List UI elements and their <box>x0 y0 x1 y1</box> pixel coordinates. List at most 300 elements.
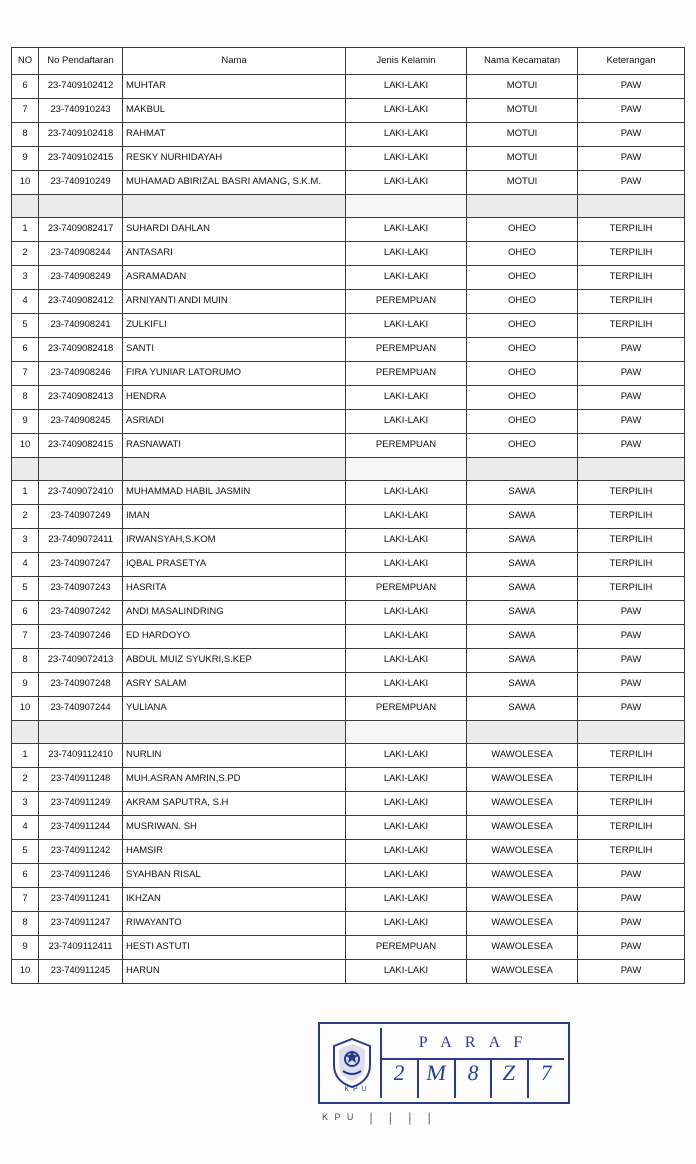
signature-mark: 8 <box>465 1060 481 1085</box>
cell-nama: HASRITA <box>123 577 346 601</box>
cell-jenis-kelamin: LAKI-LAKI <box>346 649 467 673</box>
cell-nama-kecamatan: SAWA <box>467 673 578 697</box>
cell-jenis-kelamin: PEREMPUAN <box>346 936 467 960</box>
table-row <box>12 410 685 434</box>
cell-no-pendaftaran: 23-740907246 <box>39 625 123 649</box>
cell-no: 6 <box>12 864 39 888</box>
cell-no-pendaftaran: 23-740907248 <box>39 673 123 697</box>
cell-nama-kecamatan: MOTUI <box>467 171 578 195</box>
cell-nama-kecamatan: WAWOLESEA <box>467 960 578 984</box>
cell-jenis-kelamin: LAKI-LAKI <box>346 673 467 697</box>
cell-no-pendaftaran: 23-740911245 <box>39 960 123 984</box>
cell-no-pendaftaran: 23-740911249 <box>39 792 123 816</box>
spacer-cell-sex <box>346 721 467 744</box>
cell-nama: RASNAWATI <box>123 434 346 458</box>
cell-keterangan: TERPILIH <box>578 290 685 314</box>
cell-no-pendaftaran: 23-740908244 <box>39 242 123 266</box>
cell-no-pendaftaran: 23-7409102415 <box>39 147 123 171</box>
cell-keterangan: TERPILIH <box>578 266 685 290</box>
kpu-logo <box>324 1028 382 1098</box>
column-header-keterangan: Keterangan <box>578 48 685 75</box>
column-header-nama: Nama <box>123 48 346 75</box>
paraf-cell <box>492 1058 529 1098</box>
spacer-cell-kec <box>467 458 578 481</box>
cell-nama: HENDRA <box>123 386 346 410</box>
cell-jenis-kelamin: LAKI-LAKI <box>346 99 467 123</box>
cell-keterangan: PAW <box>578 936 685 960</box>
cell-keterangan: PAW <box>578 625 685 649</box>
cell-nama: SYAHBAN RISAL <box>123 864 346 888</box>
cell-nama-kecamatan: OHEO <box>467 266 578 290</box>
cell-nama-kecamatan: SAWA <box>467 481 578 505</box>
cell-nama-kecamatan: SAWA <box>467 625 578 649</box>
cell-keterangan: PAW <box>578 99 685 123</box>
cell-keterangan: TERPILIH <box>578 816 685 840</box>
cell-jenis-kelamin: LAKI-LAKI <box>346 912 467 936</box>
cell-keterangan: PAW <box>578 410 685 434</box>
cell-no-pendaftaran: 23-740908245 <box>39 410 123 434</box>
cell-nama-kecamatan: WAWOLESEA <box>467 864 578 888</box>
cell-no-pendaftaran: 23-740910243 <box>39 99 123 123</box>
cell-nama-kecamatan: SAWA <box>467 505 578 529</box>
cell-jenis-kelamin: LAKI-LAKI <box>346 625 467 649</box>
table-row <box>12 99 685 123</box>
cell-nama: MAKBUL <box>123 99 346 123</box>
cell-nama-kecamatan: WAWOLESEA <box>467 888 578 912</box>
registration-table-container <box>11 47 684 984</box>
cell-jenis-kelamin: PEREMPUAN <box>346 577 467 601</box>
cell-nama-kecamatan: OHEO <box>467 242 578 266</box>
table-row <box>12 960 685 984</box>
table-row <box>12 649 685 673</box>
spacer-cell-reg <box>39 195 123 218</box>
cell-nama-kecamatan: WAWOLESEA <box>467 912 578 936</box>
cell-no-pendaftaran: 23-740907243 <box>39 577 123 601</box>
cell-jenis-kelamin: LAKI-LAKI <box>346 218 467 242</box>
cell-no: 2 <box>12 505 39 529</box>
table-row <box>12 912 685 936</box>
cell-nama-kecamatan: OHEO <box>467 314 578 338</box>
tick-mark: | <box>408 1110 412 1125</box>
cell-no: 8 <box>12 123 39 147</box>
table-spacer-row <box>12 195 685 218</box>
table-row <box>12 792 685 816</box>
cell-no: 9 <box>12 410 39 434</box>
paraf-footer-ticks <box>369 1108 431 1125</box>
cell-nama: YULIANA <box>123 697 346 721</box>
table-row <box>12 290 685 314</box>
cell-nama-kecamatan: WAWOLESEA <box>467 816 578 840</box>
signature-mark: Z <box>501 1060 519 1085</box>
table-row <box>12 505 685 529</box>
cell-no: 10 <box>12 960 39 984</box>
cell-nama: MUH.ASRAN AMRIN,S.PD <box>123 768 346 792</box>
cell-nama-kecamatan: WAWOLESEA <box>467 768 578 792</box>
cell-nama-kecamatan: SAWA <box>467 649 578 673</box>
cell-no: 7 <box>12 362 39 386</box>
cell-keterangan: PAW <box>578 123 685 147</box>
cell-no-pendaftaran: 23-740908241 <box>39 314 123 338</box>
cell-nama-kecamatan: SAWA <box>467 601 578 625</box>
cell-nama-kecamatan: WAWOLESEA <box>467 792 578 816</box>
cell-nama: MUHAMAD ABIRIZAL BASRI AMANG, S.K.M. <box>123 171 346 195</box>
cell-no-pendaftaran: 23-7409082413 <box>39 386 123 410</box>
cell-no: 9 <box>12 673 39 697</box>
paraf-title: P A R A F <box>382 1028 564 1060</box>
cell-jenis-kelamin: LAKI-LAKI <box>346 864 467 888</box>
paraf-cell <box>456 1058 493 1098</box>
spacer-cell-ket <box>578 721 685 744</box>
table-row <box>12 171 685 195</box>
cell-no: 10 <box>12 171 39 195</box>
spacer-cell-reg <box>39 458 123 481</box>
cell-no: 3 <box>12 266 39 290</box>
cell-jenis-kelamin: LAKI-LAKI <box>346 481 467 505</box>
signature-mark: 2 <box>392 1060 407 1085</box>
spacer-cell-no <box>12 458 39 481</box>
spacer-cell-no <box>12 195 39 218</box>
cell-keterangan: TERPILIH <box>578 242 685 266</box>
cell-nama-kecamatan: OHEO <box>467 338 578 362</box>
cell-keterangan: PAW <box>578 697 685 721</box>
cell-no-pendaftaran: 23-7409072411 <box>39 529 123 553</box>
table-row <box>12 266 685 290</box>
cell-no-pendaftaran: 23-7409102412 <box>39 75 123 99</box>
cell-keterangan: PAW <box>578 888 685 912</box>
cell-nama-kecamatan: OHEO <box>467 386 578 410</box>
cell-no: 5 <box>12 840 39 864</box>
table-row <box>12 816 685 840</box>
cell-keterangan: TERPILIH <box>578 314 685 338</box>
cell-nama-kecamatan: SAWA <box>467 697 578 721</box>
cell-nama: ASRY SALAM <box>123 673 346 697</box>
cell-no: 6 <box>12 75 39 99</box>
cell-no-pendaftaran: 23-740911246 <box>39 864 123 888</box>
kpu-emblem-label: K P U <box>344 1086 368 1093</box>
cell-jenis-kelamin: LAKI-LAKI <box>346 840 467 864</box>
cell-jenis-kelamin: LAKI-LAKI <box>346 147 467 171</box>
cell-no-pendaftaran: 23-7409082418 <box>39 338 123 362</box>
cell-nama-kecamatan: OHEO <box>467 218 578 242</box>
cell-jenis-kelamin: LAKI-LAKI <box>346 242 467 266</box>
cell-jenis-kelamin: PEREMPUAN <box>346 434 467 458</box>
cell-keterangan: TERPILIH <box>578 577 685 601</box>
cell-no: 5 <box>12 314 39 338</box>
cell-jenis-kelamin: LAKI-LAKI <box>346 553 467 577</box>
paraf-stamp-border <box>318 1022 570 1104</box>
spacer-cell-nama <box>123 721 346 744</box>
spacer-cell-no <box>12 721 39 744</box>
cell-nama: RAHMAT <box>123 123 346 147</box>
cell-nama: IQBAL PRASETYA <box>123 553 346 577</box>
cell-keterangan: PAW <box>578 338 685 362</box>
cell-keterangan: TERPILIH <box>578 553 685 577</box>
cell-jenis-kelamin: LAKI-LAKI <box>346 601 467 625</box>
spacer-cell-sex <box>346 458 467 481</box>
cell-nama: ABDUL MUIZ SYUKRI,S.KEP <box>123 649 346 673</box>
cell-no: 10 <box>12 434 39 458</box>
cell-no-pendaftaran: 23-740907247 <box>39 553 123 577</box>
cell-no: 8 <box>12 649 39 673</box>
cell-nama: MUSRIWAN. SH <box>123 816 346 840</box>
tick-mark: | <box>427 1110 431 1125</box>
cell-nama-kecamatan: WAWOLESEA <box>467 936 578 960</box>
tick-mark: | <box>369 1110 373 1125</box>
cell-no-pendaftaran: 23-7409082415 <box>39 434 123 458</box>
cell-nama: SANTI <box>123 338 346 362</box>
cell-jenis-kelamin: LAKI-LAKI <box>346 386 467 410</box>
table-body <box>12 75 685 984</box>
cell-keterangan: PAW <box>578 960 685 984</box>
cell-jenis-kelamin: PEREMPUAN <box>346 362 467 386</box>
signature-mark: 7 <box>539 1060 554 1085</box>
cell-keterangan: TERPILIH <box>578 768 685 792</box>
table-row <box>12 744 685 768</box>
cell-no: 10 <box>12 697 39 721</box>
cell-no-pendaftaran: 23-740907249 <box>39 505 123 529</box>
cell-no-pendaftaran: 23-7409112411 <box>39 936 123 960</box>
table-row <box>12 625 685 649</box>
cell-no-pendaftaran: 23-7409082417 <box>39 218 123 242</box>
table-row <box>12 888 685 912</box>
column-header-no: NO <box>12 48 39 75</box>
paraf-footer <box>318 1108 566 1138</box>
table-row <box>12 75 685 99</box>
cell-nama: ASRIADI <box>123 410 346 434</box>
table-row <box>12 362 685 386</box>
cell-keterangan: PAW <box>578 864 685 888</box>
cell-no: 9 <box>12 936 39 960</box>
cell-nama-kecamatan: SAWA <box>467 553 578 577</box>
cell-nama: IKHZAN <box>123 888 346 912</box>
cell-nama: AKRAM SAPUTRA, S.H <box>123 792 346 816</box>
cell-jenis-kelamin: PEREMPUAN <box>346 697 467 721</box>
paraf-cell <box>419 1058 456 1098</box>
cell-nama: ARNIYANTI ANDI MUIN <box>123 290 346 314</box>
cell-jenis-kelamin: LAKI-LAKI <box>346 171 467 195</box>
paraf-signature-cells <box>382 1058 564 1098</box>
cell-nama: HESTI ASTUTI <box>123 936 346 960</box>
cell-jenis-kelamin: LAKI-LAKI <box>346 960 467 984</box>
cell-nama: MUHAMMAD HABIL JASMIN <box>123 481 346 505</box>
cell-keterangan: PAW <box>578 171 685 195</box>
cell-keterangan: TERPILIH <box>578 744 685 768</box>
cell-no: 6 <box>12 601 39 625</box>
cell-nama: HARUN <box>123 960 346 984</box>
cell-nama: RIWAYANTO <box>123 912 346 936</box>
spacer-cell-ket <box>578 458 685 481</box>
signature-mark: M <box>424 1060 448 1085</box>
cell-jenis-kelamin: PEREMPUAN <box>346 290 467 314</box>
spacer-cell-kec <box>467 721 578 744</box>
cell-keterangan: PAW <box>578 601 685 625</box>
table-row <box>12 218 685 242</box>
table-row <box>12 529 685 553</box>
cell-no: 1 <box>12 218 39 242</box>
cell-keterangan: TERPILIH <box>578 505 685 529</box>
cell-keterangan: TERPILIH <box>578 218 685 242</box>
cell-jenis-kelamin: LAKI-LAKI <box>346 75 467 99</box>
cell-keterangan: PAW <box>578 362 685 386</box>
cell-keterangan: PAW <box>578 75 685 99</box>
cell-no: 4 <box>12 553 39 577</box>
cell-nama: MUHTAR <box>123 75 346 99</box>
cell-jenis-kelamin: PEREMPUAN <box>346 338 467 362</box>
cell-no-pendaftaran: 23-7409072413 <box>39 649 123 673</box>
cell-jenis-kelamin: LAKI-LAKI <box>346 888 467 912</box>
cell-keterangan: PAW <box>578 147 685 171</box>
table-row <box>12 123 685 147</box>
cell-no-pendaftaran: 23-740908249 <box>39 266 123 290</box>
cell-keterangan: TERPILIH <box>578 792 685 816</box>
cell-nama-kecamatan: SAWA <box>467 577 578 601</box>
cell-jenis-kelamin: LAKI-LAKI <box>346 744 467 768</box>
cell-nama: ZULKIFLI <box>123 314 346 338</box>
table-header-row <box>12 48 685 75</box>
table-row <box>12 338 685 362</box>
spacer-cell-kec <box>467 195 578 218</box>
cell-nama: ED HARDOYO <box>123 625 346 649</box>
cell-jenis-kelamin: LAKI-LAKI <box>346 816 467 840</box>
paraf-cell <box>529 1058 564 1098</box>
cell-nama: FIRA YUNIAR LATORUMO <box>123 362 346 386</box>
cell-keterangan: PAW <box>578 673 685 697</box>
cell-no: 5 <box>12 577 39 601</box>
cell-no-pendaftaran: 23-7409102418 <box>39 123 123 147</box>
cell-no-pendaftaran: 23-740911248 <box>39 768 123 792</box>
column-header-nama-kecamatan: Nama Kecamatan <box>467 48 578 75</box>
kpu-emblem-icon <box>330 1037 374 1089</box>
table-row <box>12 242 685 266</box>
table-row <box>12 697 685 721</box>
column-header-jenis-kelamin: Jenis Kelamin <box>346 48 467 75</box>
table-row <box>12 601 685 625</box>
cell-nama-kecamatan: MOTUI <box>467 99 578 123</box>
cell-nama: ANTASARI <box>123 242 346 266</box>
cell-keterangan: PAW <box>578 434 685 458</box>
registration-table <box>11 47 685 984</box>
cell-no: 2 <box>12 242 39 266</box>
spacer-cell-reg <box>39 721 123 744</box>
cell-no-pendaftaran: 23-740910249 <box>39 171 123 195</box>
cell-nama-kecamatan: OHEO <box>467 362 578 386</box>
cell-keterangan: PAW <box>578 386 685 410</box>
cell-nama-kecamatan: OHEO <box>467 290 578 314</box>
cell-nama: SUHARDI DAHLAN <box>123 218 346 242</box>
table-row <box>12 768 685 792</box>
table-row <box>12 936 685 960</box>
cell-no: 4 <box>12 816 39 840</box>
cell-nama-kecamatan: SAWA <box>467 529 578 553</box>
table-row <box>12 434 685 458</box>
cell-no-pendaftaran: 23-740908246 <box>39 362 123 386</box>
cell-no-pendaftaran: 23-740907244 <box>39 697 123 721</box>
table-spacer-row <box>12 721 685 744</box>
cell-keterangan: PAW <box>578 649 685 673</box>
cell-no: 7 <box>12 888 39 912</box>
spacer-cell-ket <box>578 195 685 218</box>
cell-nama: ASRAMADAN <box>123 266 346 290</box>
table-row <box>12 386 685 410</box>
spacer-cell-nama <box>123 195 346 218</box>
cell-nama: IMAN <box>123 505 346 529</box>
cell-keterangan: TERPILIH <box>578 529 685 553</box>
cell-keterangan: PAW <box>578 912 685 936</box>
cell-nama-kecamatan: WAWOLESEA <box>467 744 578 768</box>
cell-no: 1 <box>12 481 39 505</box>
table-row <box>12 147 685 171</box>
table-row <box>12 481 685 505</box>
cell-no: 4 <box>12 290 39 314</box>
cell-jenis-kelamin: LAKI-LAKI <box>346 123 467 147</box>
cell-no-pendaftaran: 23-740911241 <box>39 888 123 912</box>
paraf-cell <box>382 1058 419 1098</box>
cell-jenis-kelamin: LAKI-LAKI <box>346 505 467 529</box>
cell-jenis-kelamin: LAKI-LAKI <box>346 529 467 553</box>
cell-jenis-kelamin: LAKI-LAKI <box>346 314 467 338</box>
cell-jenis-kelamin: LAKI-LAKI <box>346 410 467 434</box>
table-spacer-row <box>12 458 685 481</box>
cell-nama: NURLIN <box>123 744 346 768</box>
cell-no: 7 <box>12 99 39 123</box>
cell-nama: ANDI MASALINDRING <box>123 601 346 625</box>
cell-nama-kecamatan: MOTUI <box>467 75 578 99</box>
cell-nama-kecamatan: OHEO <box>467 410 578 434</box>
cell-jenis-kelamin: LAKI-LAKI <box>346 266 467 290</box>
cell-keterangan: TERPILIH <box>578 840 685 864</box>
table-row <box>12 314 685 338</box>
spacer-cell-nama <box>123 458 346 481</box>
cell-nama: RESKY NURHIDAYAH <box>123 147 346 171</box>
cell-no: 8 <box>12 386 39 410</box>
cell-nama-kecamatan: MOTUI <box>467 123 578 147</box>
cell-no: 6 <box>12 338 39 362</box>
cell-no-pendaftaran: 23-740911244 <box>39 816 123 840</box>
table-header <box>12 48 685 75</box>
cell-jenis-kelamin: LAKI-LAKI <box>346 768 467 792</box>
cell-no-pendaftaran: 23-7409082412 <box>39 290 123 314</box>
cell-no: 7 <box>12 625 39 649</box>
table-row <box>12 577 685 601</box>
table-row <box>12 553 685 577</box>
table-row <box>12 673 685 697</box>
kpu-footer-label: K P U <box>322 1112 356 1122</box>
cell-no-pendaftaran: 23-740907242 <box>39 601 123 625</box>
cell-no: 9 <box>12 147 39 171</box>
table-row <box>12 840 685 864</box>
cell-no-pendaftaran: 23-7409112410 <box>39 744 123 768</box>
cell-nama: IRWANSYAH,S.KOM <box>123 529 346 553</box>
cell-no-pendaftaran: 23-740911242 <box>39 840 123 864</box>
cell-nama: HAMSIR <box>123 840 346 864</box>
cell-keterangan: TERPILIH <box>578 481 685 505</box>
cell-no: 1 <box>12 744 39 768</box>
cell-nama-kecamatan: MOTUI <box>467 147 578 171</box>
cell-no: 3 <box>12 529 39 553</box>
table-row <box>12 864 685 888</box>
spacer-cell-sex <box>346 195 467 218</box>
cell-no-pendaftaran: 23-740911247 <box>39 912 123 936</box>
cell-nama-kecamatan: WAWOLESEA <box>467 840 578 864</box>
cell-jenis-kelamin: LAKI-LAKI <box>346 792 467 816</box>
cell-nama-kecamatan: OHEO <box>467 434 578 458</box>
column-header-no-pendaftaran: No Pendaftaran <box>39 48 123 75</box>
cell-no: 3 <box>12 792 39 816</box>
tick-mark: | <box>388 1110 393 1125</box>
paraf-stamp <box>318 1022 568 1142</box>
cell-no-pendaftaran: 23-7409072410 <box>39 481 123 505</box>
cell-no: 8 <box>12 912 39 936</box>
